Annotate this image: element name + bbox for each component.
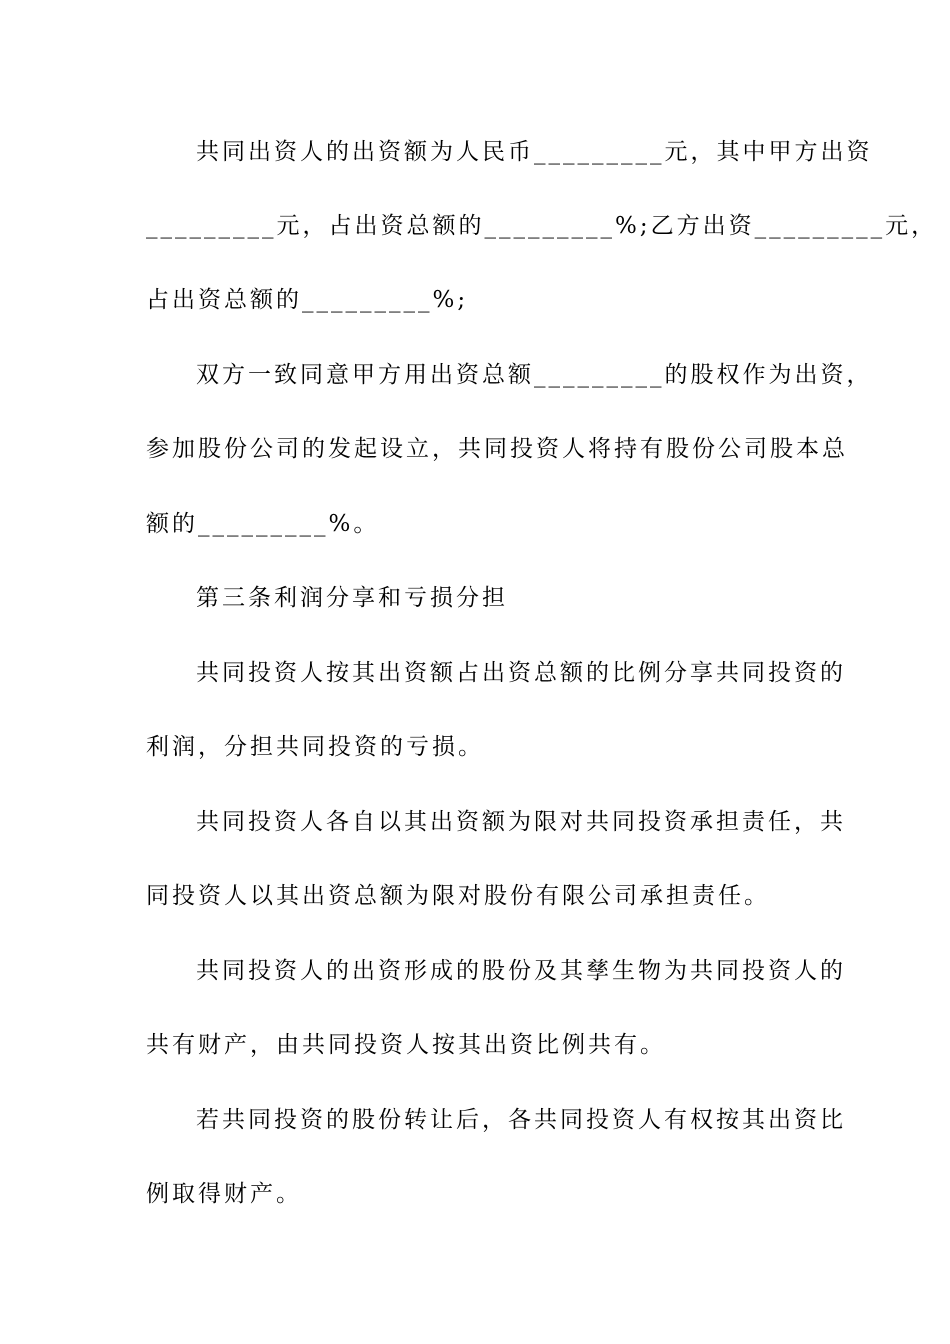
paragraph-line: 额的_________%。 [146,511,380,537]
paragraph-line: 双方一致同意甲方用出资总额_________的股权作为出资， [196,362,873,388]
section-heading: 第三条利润分享和亏损分担 [196,585,508,611]
paragraph-line: 共有财产，由共同投资人按其出资比例共有。 [146,1032,666,1058]
paragraph-line: 占出资总额的_________%; [146,287,469,313]
paragraph-line: 若共同投资的股份转让后，各共同投资人有权按其出资比 [196,1107,846,1133]
paragraph-line: _________元，占出资总额的_________%;乙方出资_________元， [146,213,938,239]
paragraph-line: 共同投资人的出资形成的股份及其孳生物为共同投资人的 [196,958,846,984]
paragraph-line: 利润，分担共同投资的亏损。 [146,734,484,760]
paragraph-line: 共同投资人各自以其出资额为限对共同投资承担责任，共 [196,809,846,835]
paragraph-line: 例取得财产。 [146,1181,302,1207]
paragraph-line: 同投资人以其出资总额为限对股份有限公司承担责任。 [146,883,770,909]
paragraph-line: 参加股份公司的发起设立，共同投资人将持有股份公司股本总 [146,436,848,462]
paragraph-line: 共同投资人按其出资额占出资总额的比例分享共同投资的 [196,660,846,686]
paragraph-line: 共同出资人的出资额为人民币_________元，其中甲方出资 [196,139,873,165]
